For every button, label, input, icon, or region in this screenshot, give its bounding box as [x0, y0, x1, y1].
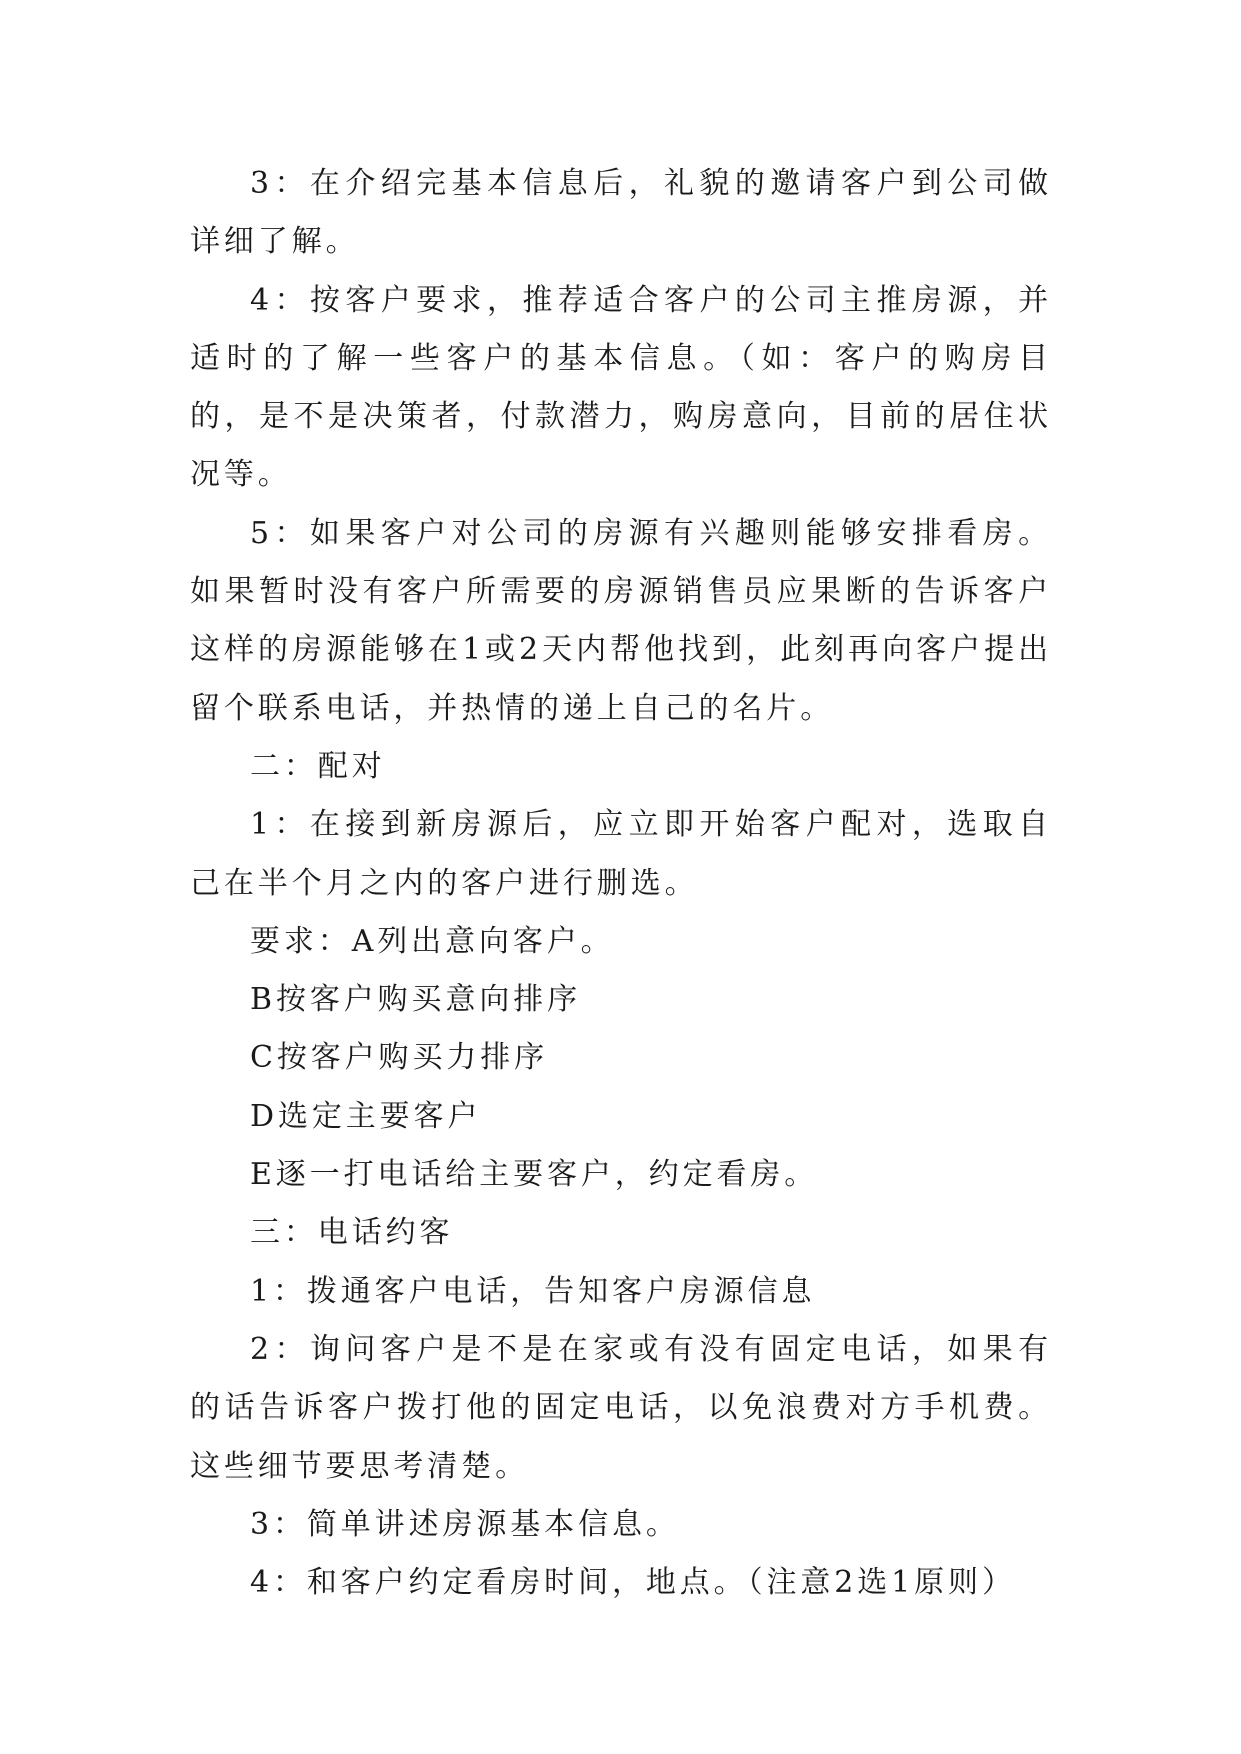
list-item-requirement-c: C按客户购买力排序 — [250, 1040, 549, 1076]
paragraph-step-5-viewing: 5：如果客户对公司的房源有兴趣则能够安排看房。如果暂时没有客户所需要的房源销售员应果断的告诉客户这样的房源能够在1或2天内帮他找到，此刻再向客户提出留个联系电话，并热情的递上自己的名片。 — [190, 515, 1052, 726]
paragraph-phone-step-3: 3：简单讲述房源基本信息。 — [250, 1506, 680, 1542]
paragraph-step-3-invite: 3：在介绍完基本信息后，礼貌的邀请客户到公司做详细了解。 — [190, 166, 1052, 260]
paragraph-phone-step-2: 2：询问客户是不是在家或有没有固定电话，如果有的话告诉客户拨打他的固定电话，以免浪费对方手机费。这些细节要思考清楚。 — [190, 1331, 1052, 1484]
list-item-requirement-e: E逐一打电话给主要客户，约定看房。 — [250, 1157, 819, 1193]
paragraph-matching-step-1: 1：在接到新房源后，应立即开始客户配对，选取自己在半个月之内的客户进行删选。 — [190, 807, 1052, 901]
section-heading-matching: 二：配对 — [250, 748, 386, 784]
paragraph-phone-step-4: 4：和客户约定看房时间，地点。（注意2选1原则） — [250, 1565, 1016, 1601]
list-item-requirement-d: D选定主要客户 — [250, 1098, 482, 1134]
section-heading-phone-appointment: 三：电话约客 — [250, 1215, 454, 1251]
paragraph-phone-step-1: 1：拨通客户电话，告知客户房源信息 — [250, 1273, 816, 1309]
list-item-requirement-a: 要求：A列出意向客户。 — [250, 923, 615, 959]
paragraph-step-4-recommend: 4：按客户要求，推荐适合客户的公司主推房源，并适时的了解一些客户的基本信息。（如：客户的购房目的，是不是决策者，付款潜力，购房意向，目前的居住状况等。 — [190, 282, 1052, 493]
document-body — [190, 155, 1052, 1612]
list-item-requirement-b: B按客户购买意向排序 — [250, 982, 582, 1018]
